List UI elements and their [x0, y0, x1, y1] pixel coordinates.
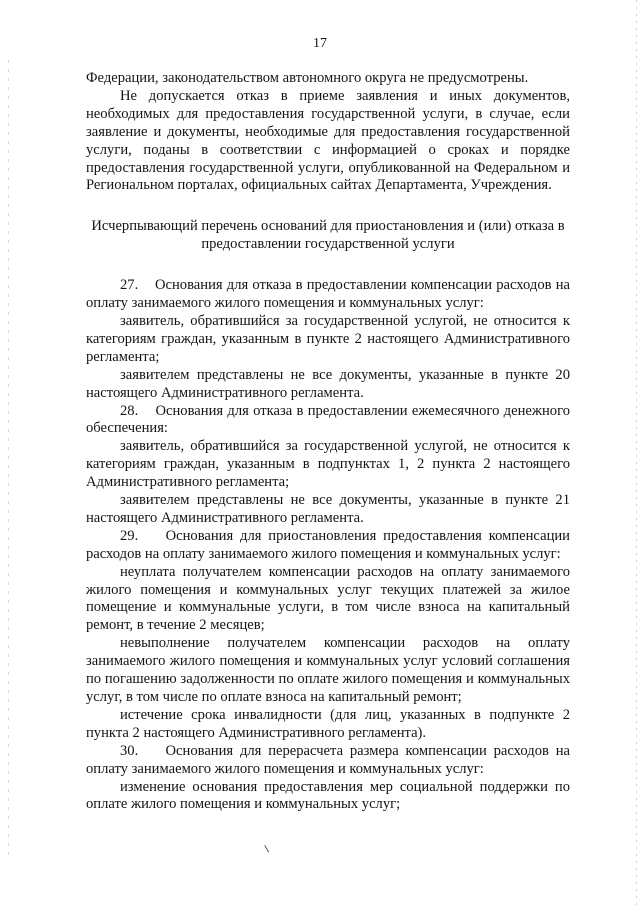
- scan-edge-left: [8, 60, 9, 860]
- clause-28-item-1: заявитель, обратившийся за государственной услугой, не относится к категориям граждан, указанным в подпунктах 1, 2 пункта 2 настоящего Административного регламента;: [86, 438, 570, 491]
- stray-mark: [264, 844, 271, 853]
- clause-29: 29. Основания для приостановления предоставления компенсации расходов на оплату занимаемого жилого помещения и коммунальных услуг:: [86, 527, 570, 562]
- page-number: 17: [313, 36, 327, 51]
- paragraph-refusal-not-allowed: Не допускается отказ в приеме заявления и иных документов, необходимых для предоставления государственной услуги, в случае, если заявление и документы, необходимые для предоставления государственной услуги, поданы в соответствии с информацией о сроках и порядке предоставления государственной услуги, опубликованной на Федеральном и Региональном порталах, официальных сайтах Департамента, Учреждения.: [86, 87, 570, 194]
- scan-edge-right: [636, 0, 637, 905]
- clause-29-item-2: невыполнение получателем компенсации расходов на оплату занимаемого жилого помещения и коммунальных услуг условий соглашения по погашению задолженности по оплате жилого помещения и коммунальных услуг, в том числе по оплате взноса на капитальный ремонт;: [86, 635, 570, 705]
- paragraph-continuation: Федерации, законодательством автономного округа не предусмотрены.: [86, 70, 529, 86]
- clause-30-item-1: изменение основания предоставления мер социальной поддержки по оплате жилого помещения и коммунальных услуг;: [86, 778, 570, 813]
- section-heading: Исчерпывающий перечень оснований для приостановления и (или) отказа в предоставлении государственной услуги: [91, 218, 565, 253]
- clause-30: 30. Основания для перерасчета размера компенсации расходов на оплату занимаемого жилого помещения и коммунальных услуг:: [86, 742, 570, 777]
- clause-28-item-2: заявителем представлены не все документы, указанные в пункте 21 настоящего Административного регламента.: [86, 492, 570, 526]
- clause-29-item-1: неуплата получателем компенсации расходов на оплату занимаемого жилого помещения и коммунальных услуг текущих платежей за жилое помещение и коммунальные услуги, в том числе взноса на капитальный ремонт, в течение 2 месяцев;: [86, 563, 570, 634]
- clause-29-item-3: истечение срока инвалидности (для лиц, указанных в подпункте 2 пункта 2 настоящего Административного регламента).: [86, 706, 570, 741]
- clause-27-item-2: заявителем представлены не все документы, указанные в пункте 20 настоящего Административного регламента.: [86, 366, 570, 401]
- clause-27: 27. Основания для отказа в предоставлении компенсации расходов на оплату занимаемого жилого помещения и коммунальных услуг:: [86, 277, 570, 312]
- clause-27-item-1: заявитель, обратившийся за государственной услугой, не относится к категориям граждан, указанным в пункте 2 настоящего Административного регламента;: [86, 312, 570, 365]
- document-body: [86, 70, 570, 814]
- clause-28: 28. Основания для отказа в предоставлении ежемесячного денежного обеспечения:: [86, 402, 570, 437]
